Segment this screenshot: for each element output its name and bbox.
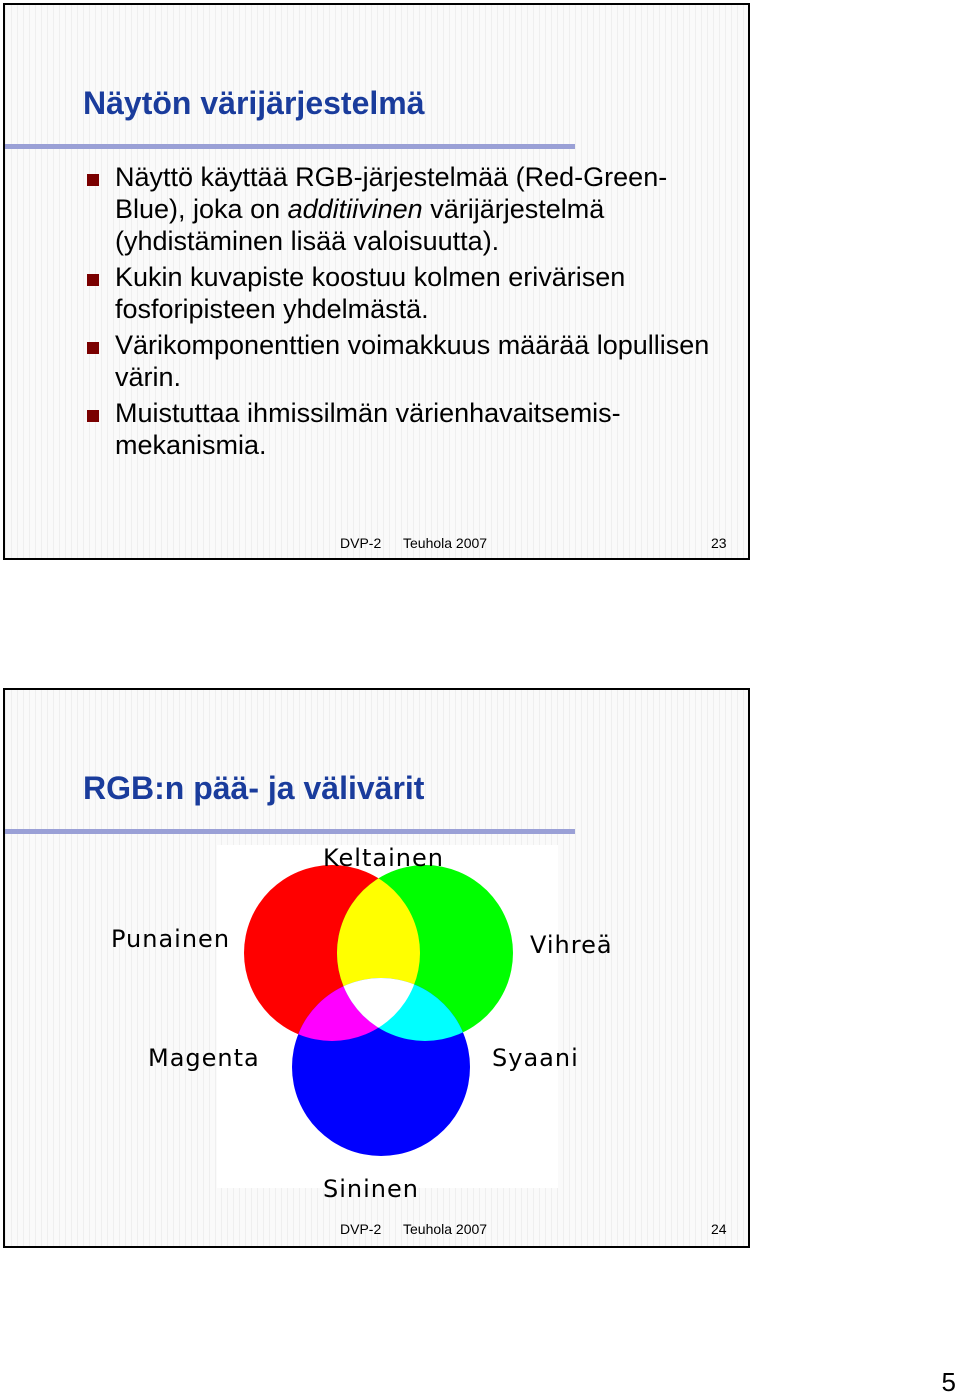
bullet-list [87, 161, 727, 465]
bullet-item [87, 329, 727, 393]
slide-title: Näytön värijärjestelmä [83, 85, 425, 121]
bullet-item [87, 397, 727, 461]
rgb-venn-diagram [217, 845, 558, 1188]
label-cyan: Syaani [492, 1044, 579, 1072]
slide-23 [3, 3, 750, 560]
label-red: Punainen [111, 925, 231, 953]
title-underline [5, 144, 575, 149]
square-bullet-icon [87, 410, 99, 422]
title-underline [5, 829, 575, 834]
footer-slide-number: 23 [711, 535, 727, 551]
bullet-text-end: värijärjestelmä (yhdistäminen lisää valoisuutta). [115, 194, 605, 256]
square-bullet-icon [87, 342, 99, 354]
bullet-text: Kukin kuvapiste koostuu kolmen erivärisen fosforipisteen yhdelmästä. [115, 262, 626, 324]
footer-slide-number: 24 [711, 1221, 727, 1237]
footer-author: Teuhola 2007 [403, 535, 488, 551]
square-bullet-icon [87, 274, 99, 286]
venn-svg [217, 845, 558, 1188]
slide-footer [5, 535, 748, 555]
page-number: 5 [941, 1367, 956, 1397]
label-yellow: Keltainen [323, 844, 444, 872]
bullet-text-start: Näyttö käyttää RGB-järjestelmää (Red-Green-Blue), joka on [115, 162, 668, 224]
square-bullet-icon [87, 174, 99, 186]
footer-course: DVP-2 [340, 535, 382, 551]
slide-title: RGB:n pää- ja välivärit [83, 770, 425, 806]
label-magenta: Magenta [148, 1044, 260, 1072]
footer-course: DVP-2 [340, 1221, 382, 1237]
bullet-text: Muistuttaa ihmissilmän värienhavaitsemis-mekanismia. [115, 398, 621, 460]
footer-author: Teuhola 2007 [403, 1221, 488, 1237]
slide-24 [3, 688, 750, 1248]
label-green: Vihreä [530, 931, 613, 959]
bullet-item [87, 161, 727, 257]
slide-footer [5, 1221, 748, 1241]
bullet-text-emphasis: additiivinen [287, 194, 423, 224]
bullet-item [87, 261, 727, 325]
bullet-text: Värikomponenttien voimakkuus määrää lopullisen värin. [115, 330, 710, 392]
label-blue: Sininen [323, 1175, 419, 1203]
